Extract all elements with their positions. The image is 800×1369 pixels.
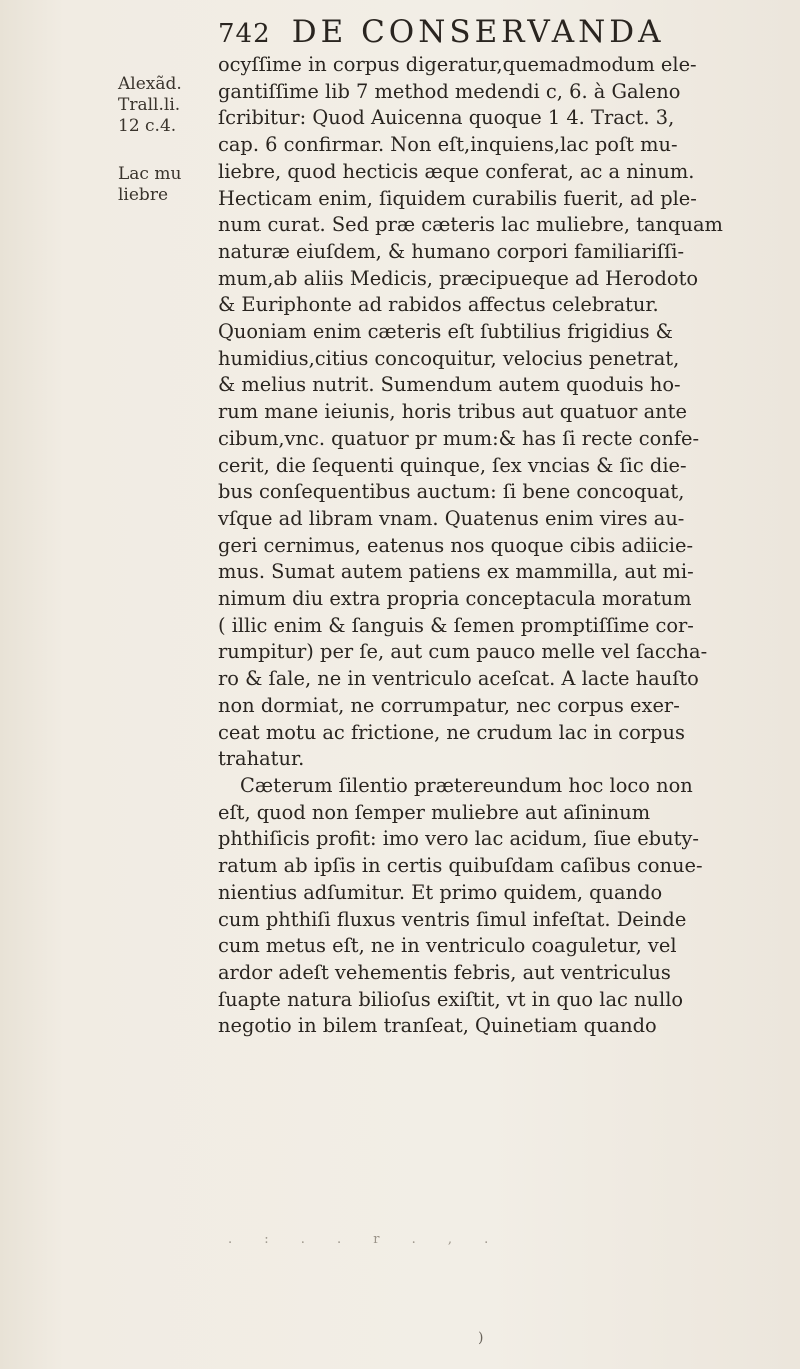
text-line: ceat motu ac frictione, ne crudum lac in corpus	[218, 720, 685, 744]
text-line: cibum,vnc. quatuor pr mum:& has ſi recte confe-	[218, 426, 700, 450]
text-line: vſque ad libram vnam. Quatenus enim vires au-	[218, 506, 685, 530]
margin-note-line: Lac mu	[118, 164, 182, 184]
text-line: Cæterum ſilentio prætereundum hoc loco non	[240, 773, 693, 797]
page-header	[218, 14, 718, 50]
text-line: ardor adeſt vehementis febris, aut ventriculus	[218, 960, 671, 984]
text-line: trahatur.	[218, 747, 305, 771]
margin-note-line: Alexãd.	[118, 74, 182, 94]
bottom-mark: )	[478, 1330, 484, 1346]
text-line: ſuapte natura bilioſus exiſtit, vt in quo lac nullo	[218, 987, 684, 1011]
text-line: naturæ eiuſdem, & humano corpori familiariſſi-	[218, 239, 685, 263]
text-line: nimum diu extra propria conceptacula moratum	[218, 587, 692, 611]
text-line: eſt, quod non ſemper muliebre aut aſininum	[218, 800, 651, 824]
text-line: rumpitur) per ſe, aut cum pauco melle vel ſaccha-	[218, 640, 708, 664]
text-line: & Euriphonte ad rabidos affectus celebratur.	[218, 293, 659, 317]
text-line: ro & ſale, ne in ventriculo aceſcat. A lacte hauſto	[218, 667, 699, 691]
text-line: gantiſſime lib 7 method medendi c, 6. à Galeno	[218, 79, 681, 103]
margin-note-topic	[118, 164, 213, 206]
text-line: num curat. Sed præ cæteris lac muliebre, tanquam	[218, 213, 723, 237]
text-line: rum mane ieiunis, horis tribus aut quatuor ante	[218, 400, 687, 424]
text-line: & melius nutrit. Sumendum autem quoduis ho-	[218, 373, 681, 397]
text-line: ocyſſime in corpus digeratur,quemadmodum ele-	[218, 53, 697, 76]
text-line: phthiſicis profit: imo vero lac acidum, ſiue ebuty-	[218, 827, 699, 851]
text-line: non dormiat, ne corrumpatur, nec corpus exer-	[218, 693, 680, 717]
text-line: cap. 6 confirmar. Non eſt,inquiens,lac poſt mu-	[218, 133, 678, 157]
text-line: bus conſequentibus auctum: ſi bene concoquat,	[218, 480, 685, 504]
margin-note-line: 12 c.4.	[118, 116, 177, 136]
text-line: ratum ab ipſis in certis quibuſdam caſibus conue-	[218, 854, 703, 878]
text-line: Hecticam enim, ſiquidem curabilis fuerit, ad ple-	[218, 186, 697, 210]
text-line: mum,ab aliis Medicis, præcipueque ad Herodoto	[218, 266, 699, 290]
margin-note-reference	[118, 74, 213, 137]
text-line: negotio in bilem tranſeat, Quinetiam quando	[218, 1014, 657, 1038]
text-line: liebre, quod hecticis æque conferat, ac a ninum.	[218, 159, 695, 183]
text-line: nientius adſumitur. Et primo quidem, quando	[218, 880, 663, 904]
text-line: ( illic enim & ſanguis & ſemen promptiſſime cor-	[218, 613, 694, 637]
text-line: mus. Sumat autem patiens ex mammilla, aut mi-	[218, 560, 694, 584]
text-line: ſcribitur: Quod Auicenna quoque 1 4. Tract. 3,	[218, 106, 675, 130]
text-line: cerit, die ſequenti quinque, ſex vncias & ſic die-	[218, 453, 687, 477]
stray-marks: . : . . r . , .	[228, 1232, 503, 1247]
text-line: geri cernimus, eatenus nos quoque cibis adiicie-	[218, 533, 694, 557]
body-text	[218, 52, 798, 1040]
margin-note-line: liebre	[118, 185, 169, 205]
margin-note-line: Trall.li.	[118, 95, 181, 115]
text-line: humidius,citius concoquitur, velocius penetrat,	[218, 346, 680, 370]
page-number: 742	[218, 19, 271, 49]
text-line: cum phthiſi fluxus ventris ſimul infeſtat. Deinde	[218, 907, 687, 931]
text-line: Quoniam enim cæteris eſt ſubtilius frigidius &	[218, 320, 673, 344]
running-title: DE CONSERVANDA	[291, 14, 665, 50]
text-line: cum metus eſt, ne in ventriculo coaguletur, vel	[218, 934, 677, 958]
